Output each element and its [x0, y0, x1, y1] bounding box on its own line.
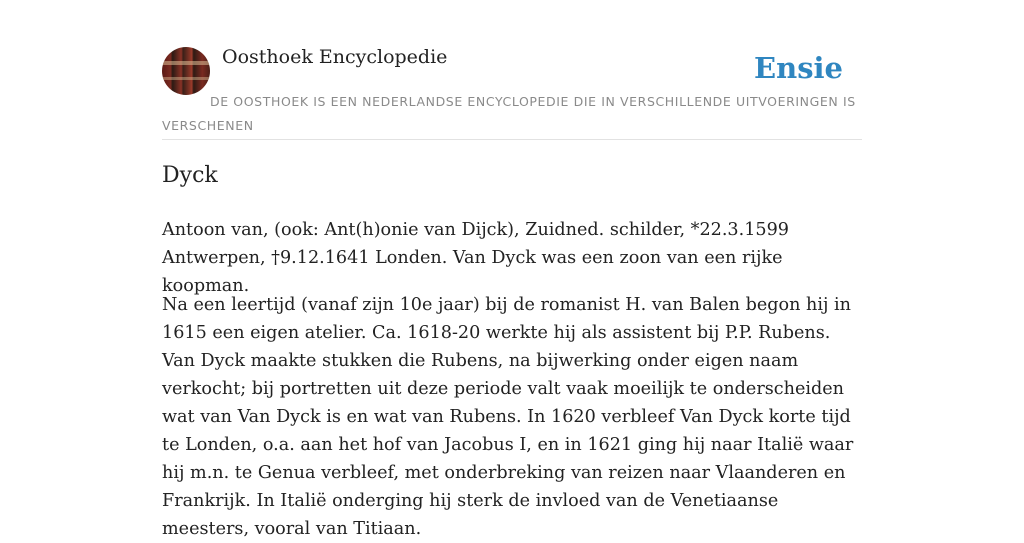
tagline: DE OOSTHOEK IS EEN NEDERLANDSE ENCYCLOPEDIE DIE IN VERSCHILLENDE UITVOERINGEN IS VERSCHENEN [162, 94, 856, 133]
article-title: Dyck [162, 163, 218, 188]
avatar-band [162, 61, 210, 65]
encyclopedia-avatar[interactable] [162, 47, 210, 95]
page [162, 0, 862, 539]
header [162, 0, 862, 140]
avatar-band [162, 77, 210, 80]
ensie-logo[interactable]: Ensie [754, 51, 843, 85]
article-paragraph: Na een leertijd (vanaf zijn 10e jaar) bij de romanist H. van Balen begon hij in 1615 een eigen atelier. Ca. 1618-20 werkte hij als assistent bij P.P. Rubens. Van Dyck maakte stukken die Rubens, na bijwerking onder eigen naam verkocht; bij portretten uit deze periode valt vaak moeilijk te onderscheiden wat van Van Dyck is en wat van Rubens. In 1620 verbleef Van Dyck korte tijd te Londen, o.a. aan het hof van Jacobus I, en in 1621 ging hij naar Italië waar hij m.n. te Genua verbleef, met onderbreking van reizen naar Vlaanderen en Frankrijk. In Italië onderging hij sterk de invloed van de Venetiaanse meesters, vooral van Titiaan. [162, 295, 854, 539]
site-name[interactable]: Oosthoek Encyclopedie [222, 46, 448, 68]
article-paragraph: Antoon van, (ook: Ant(h)onie van Dijck), Zuidned. schilder, *22.3.1599 Antwerpen, †9.12.1641 Londen. Van Dyck was een zoon van een rijke koopman. [162, 220, 789, 296]
